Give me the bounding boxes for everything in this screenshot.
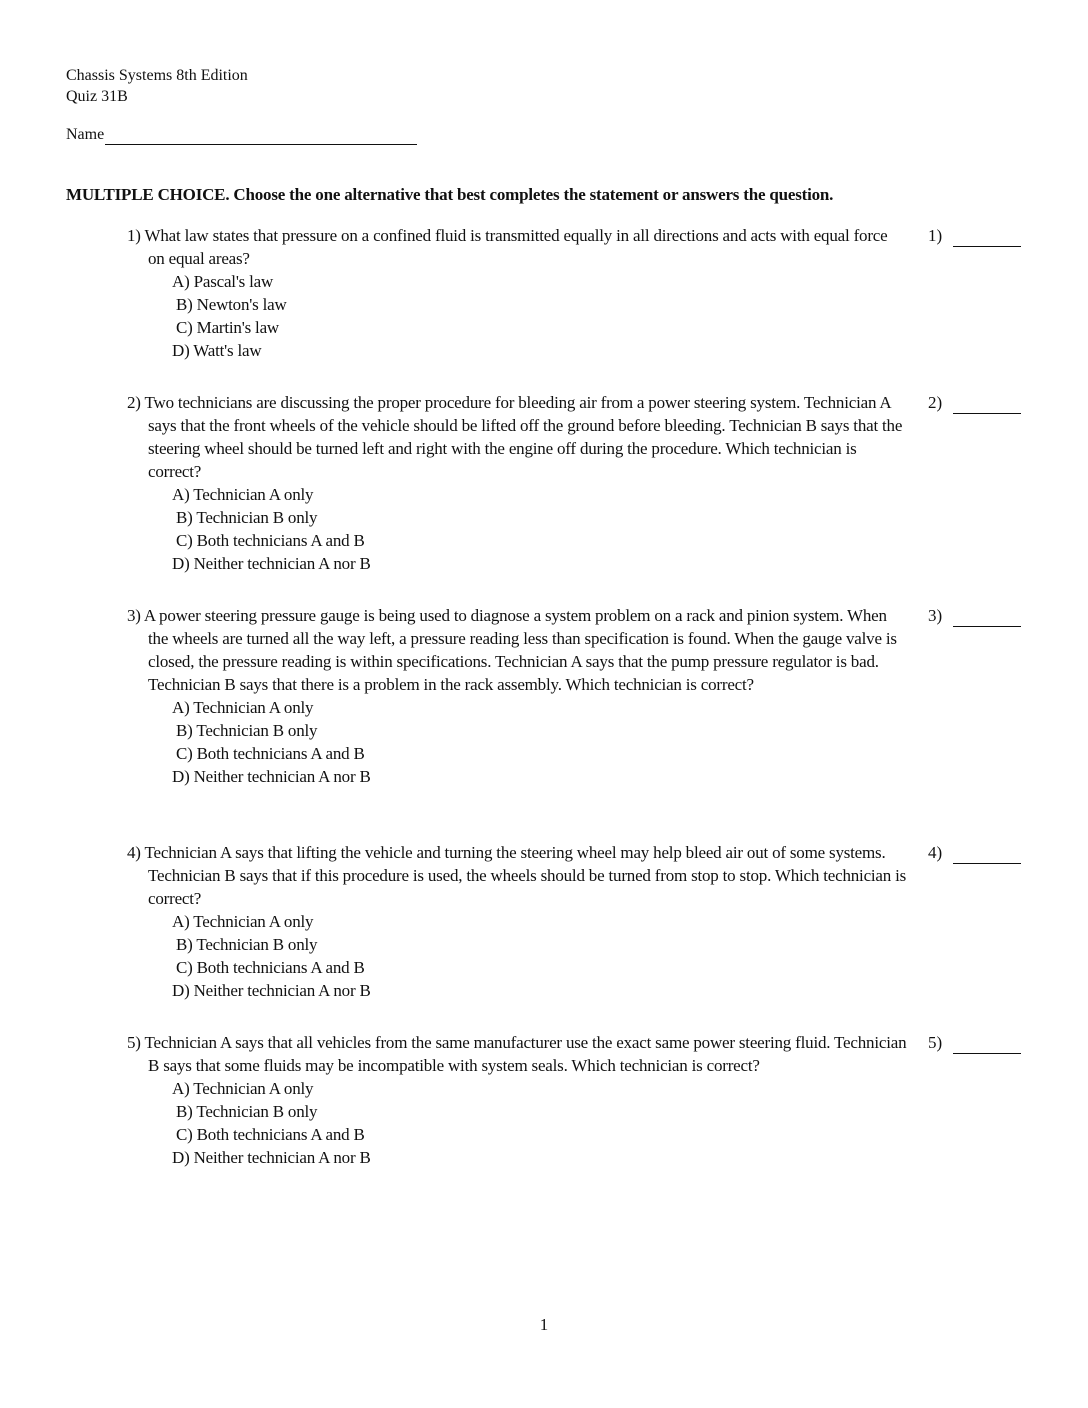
choices xyxy=(172,696,907,788)
question-stem: 4) Technician A says that lifting the vehicle and turning the steering wheel may help bleed air out of some systems. Technician B says that if this procedure is used, the wheels should be turned from stop to stop. Which technician is correct? xyxy=(127,843,907,908)
question-stem: 5) Technician A says that all vehicles from the same manufacturer use the exact same power steering fluid. Technician B says that some fluids may be incompatible with system seals. Which technician is correct? xyxy=(127,1033,907,1075)
choice-b: B) Technician B only xyxy=(176,1102,318,1121)
choice-d: D) Neither technician A nor B xyxy=(172,981,371,1000)
name-field[interactable] xyxy=(105,126,417,145)
answer-number: 5) xyxy=(928,1033,943,1052)
page-number: 1 xyxy=(539,1315,549,1334)
question-2 xyxy=(127,391,907,575)
choice-a: A) Technician A only xyxy=(172,1079,314,1098)
choice-c: C) Martin's law xyxy=(176,318,279,337)
answer-blank[interactable] xyxy=(953,849,1021,864)
question-stem: 2) Two technicians are discussing the proper procedure for bleeding air from a power steering system. Technician A says that the front wheels of the vehicle should be lifted off the ground before bleeding. Technician B says that the steering wheel should be turned left and right with the engine off during the procedure. Which technician is correct? xyxy=(127,393,903,481)
choice-b: B) Newton's law xyxy=(176,295,287,314)
choice-d: D) Neither technician A nor B xyxy=(172,767,371,786)
instructions: MULTIPLE CHOICE. Choose the one alternative that best completes the statement or answers the question. xyxy=(66,185,834,204)
choice-a: A) Pascal's law xyxy=(172,272,274,291)
name-label: Name xyxy=(66,126,105,143)
question-4 xyxy=(127,841,907,1002)
choice-a: A) Technician A only xyxy=(172,698,314,717)
choice-a: A) Technician A only xyxy=(172,912,314,931)
quiz-id: Quiz 31B xyxy=(66,88,128,105)
choice-a: A) Technician A only xyxy=(172,485,314,504)
answer-slot-1 xyxy=(928,224,1021,247)
answer-slot-4 xyxy=(928,841,1021,864)
choices xyxy=(172,1077,907,1169)
answer-number: 4) xyxy=(928,843,943,862)
choice-b: B) Technician B only xyxy=(176,721,318,740)
question-stem: 1) What law states that pressure on a confined fluid is transmitted equally in all directions and acts with equal force on equal areas? xyxy=(127,226,888,268)
choice-c: C) Both technicians A and B xyxy=(176,531,365,550)
choice-b: B) Technician B only xyxy=(176,935,318,954)
answer-slot-2 xyxy=(928,391,1021,414)
question-5 xyxy=(127,1031,907,1169)
answer-number: 1) xyxy=(928,226,943,245)
answer-number: 2) xyxy=(928,393,943,412)
choice-d: D) Neither technician A nor B xyxy=(172,554,371,573)
choice-c: C) Both technicians A and B xyxy=(176,958,365,977)
choice-d: D) Neither technician A nor B xyxy=(172,1148,371,1167)
answer-blank[interactable] xyxy=(953,399,1021,414)
choice-b: B) Technician B only xyxy=(176,508,318,527)
question-1 xyxy=(127,224,907,362)
answer-number: 3) xyxy=(928,606,943,625)
choices xyxy=(172,910,907,1002)
question-3 xyxy=(127,604,907,788)
answer-slot-3 xyxy=(928,604,1021,627)
question-stem: 3) A power steering pressure gauge is being used to diagnose a system problem on a rack and pinion system. When the wheels are turned all the way left, a pressure reading less than specification is found. When the gauge valve is closed, the pressure reading is within specifications. Technician A says that the pump pressure regulator is bad. Technician B says that there is a problem in the rack assembly. Which technician is correct? xyxy=(127,606,897,694)
choice-c: C) Both technicians A and B xyxy=(176,1125,365,1144)
answer-blank[interactable] xyxy=(953,232,1021,247)
answer-blank[interactable] xyxy=(953,612,1021,627)
choice-c: C) Both technicians A and B xyxy=(176,744,365,763)
choice-d: D) Watt's law xyxy=(172,341,262,360)
document-title: Chassis Systems 8th Edition xyxy=(66,67,248,84)
answer-slot-5 xyxy=(928,1031,1021,1054)
answer-blank[interactable] xyxy=(953,1039,1021,1054)
choices xyxy=(172,270,907,362)
name-row xyxy=(66,125,417,145)
choices xyxy=(172,483,907,575)
